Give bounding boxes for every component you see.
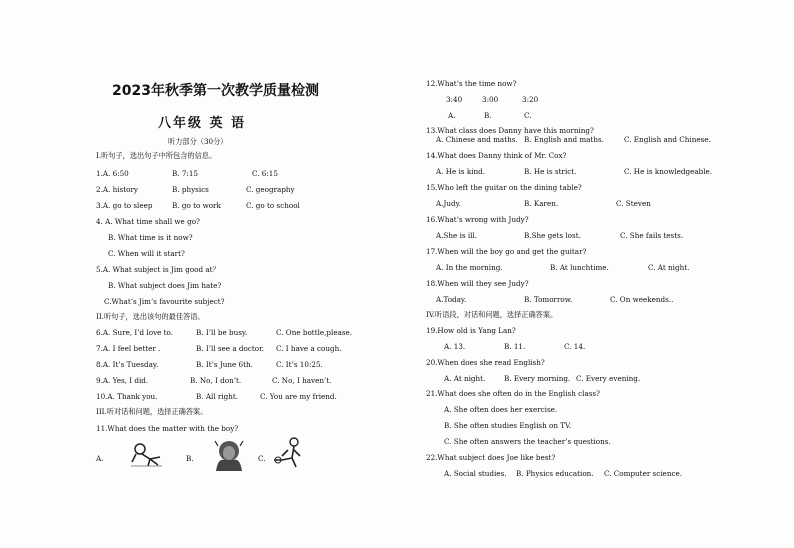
q8-option-a: 8.A. It’s Tuesday. [96,360,159,369]
q20-option-b: B. Every morning. [504,374,571,383]
q4-option-c: C. When will it start? [108,249,185,258]
exam-subject: 八年级 英 语 [158,116,247,131]
q22-option-c: C. Computer science. [604,469,683,478]
q10-option-a: 10.A. Thank you. [96,392,158,401]
q4-option-b: B. What time is it now? [108,233,193,242]
q19-option-b: B. 11. [504,342,526,351]
q21-question: 21.What does she often do in the English class? [426,389,600,398]
q9-option-b: B. No, I don’t. [190,376,242,385]
q17-option-c: C. At night. [648,263,690,272]
q21-option-a: A. She often does her exercise. [444,405,558,414]
q5-option-b: B. What subject does Jim hate? [108,281,222,290]
q8-option-b: B. It’s June 6th. [196,360,253,369]
q15-option-c: C. Steven [616,199,651,208]
q21-option-b: B. She often studies English on TV. [444,421,572,430]
q18-option-c: C. On weekends.. [610,295,674,304]
q18-option-a: A.Today. [436,295,467,304]
q15-option-b: B. Karen. [524,199,559,208]
q9-option-a: 9.A. Yes, I did. [96,376,149,385]
listening-part-label: 听力部分（30分） [168,137,228,146]
section-2-heading: II.听句子，选出该句的最佳答语。 [96,312,205,321]
q12-time-2: 3:00 [482,95,499,104]
boy-sore-leg-picture [270,436,304,470]
q15-option-a: A.Judy. [436,199,461,208]
q12-time-3: 3:20 [522,95,539,104]
q16-option-b: B.She gets lost. [524,231,581,240]
q2-option-b: B. physics [172,185,209,194]
boy-headache-picture [212,438,246,472]
q13-question: 13.What class does Danny have this morning? [426,126,594,135]
q17-option-b: B. At lunchtime. [550,263,609,272]
section-4-heading: IV.听语段，对话和问题，选择正确答案。 [426,310,558,319]
q19-question: 19.How old is Yang Lan? [426,326,516,335]
section-1-heading: I.听句子，选出句子中所包含的信息。 [96,151,217,160]
exam-title: 2023年秋季第一次教学质量检测 [112,83,319,99]
q4-option-a: 4. A. What time shall we go? [96,217,200,226]
q6-option-a: 6.A. Sure, I’d love to. [96,328,174,337]
q11-option-b-label: B. [186,454,194,463]
q7-option-a: 7.A. I feel better . [96,344,161,353]
q19-option-c: C. 14. [564,342,586,351]
q18-option-b: B. Tomorrow. [524,295,573,304]
q19-option-a: A. 13. [444,342,466,351]
q12-option-b: B. [484,111,492,120]
q5-option-c: C.What’s Jim’s favourite subject? [104,297,225,306]
q16-option-c: C. She fails tests. [620,231,684,240]
q16-question: 16.What’s wrong with Judy? [426,215,529,224]
q13-option-c: C. English and Chinese. [624,135,711,144]
q20-option-a: A. At night. [444,374,486,383]
q2-option-c: C. geography [246,185,295,194]
q14-option-b: B. He is strict. [524,167,577,176]
q20-option-c: C. Every evening. [576,374,641,383]
q1-option-a: 1.A. 6:50 [96,169,129,178]
q18-question: 18.When will they see Judy? [426,279,529,288]
q13-option-a: A. Chinese and maths. [436,135,518,144]
q3-option-a: 3.A. go to sleep [96,201,153,210]
q12-option-a: A. [448,111,456,120]
q10-option-b: B. All right. [196,392,239,401]
q16-option-a: A.She is ill. [436,231,478,240]
q20-question: 20.When does she read English? [426,358,545,367]
q12-time-1: 3:40 [446,95,463,104]
boy-stomachache-picture [128,442,164,468]
q14-option-a: A. He is kind. [436,167,486,176]
q13-option-b: B. English and maths. [524,135,604,144]
q22-question: 22.What subject does Joe like best? [426,453,556,462]
q7-option-c: C. I have a cough. [276,344,342,353]
q10-option-c: C. You are my friend. [260,392,337,401]
q2-option-a: 2.A. history [96,185,138,194]
q6-option-c: C. One bottle,please. [276,328,353,337]
q21-option-c: C. She often answers the teacher’s questions. [444,437,611,446]
q17-question: 17.When will the boy go and get the guitar? [426,247,587,256]
q5-option-a: 5.A. What subject is Jim good at？ [96,265,220,274]
q1-option-c: C. 6:15 [252,169,278,178]
q11-question: 11.What does the matter with the boy? [96,424,239,433]
q9-option-c: C. No, I haven’t. [272,376,332,385]
q3-option-c: C. go to school [246,201,300,210]
q1-option-b: B. 7:15 [172,169,198,178]
q12-option-c: C. [524,111,532,120]
q17-option-a: A. In the morning. [436,263,503,272]
q14-option-c: C. He is knowledgeable. [624,167,713,176]
q6-option-b: B. I’ll be busy. [196,328,248,337]
section-3-heading: III.听对话和问题，选择正确答案。 [96,407,208,416]
q7-option-b: B. I’ll see a doctor. [196,344,265,353]
q15-question: 15.Who left the guitar on the dining table? [426,183,582,192]
q14-question: 14.What does Danny think of Mr. Cox? [426,151,567,160]
q11-option-a-label: A. [96,454,104,463]
q22-option-a: A. Social studies. [444,469,507,478]
q3-option-b: B. go to work [172,201,221,210]
q22-option-b: B. Physics education. [516,469,594,478]
q11-option-c-label: C. [258,454,266,463]
q12-question: 12.What’s the time now? [426,79,517,88]
q8-option-c: C. It’s 10:25. [276,360,323,369]
